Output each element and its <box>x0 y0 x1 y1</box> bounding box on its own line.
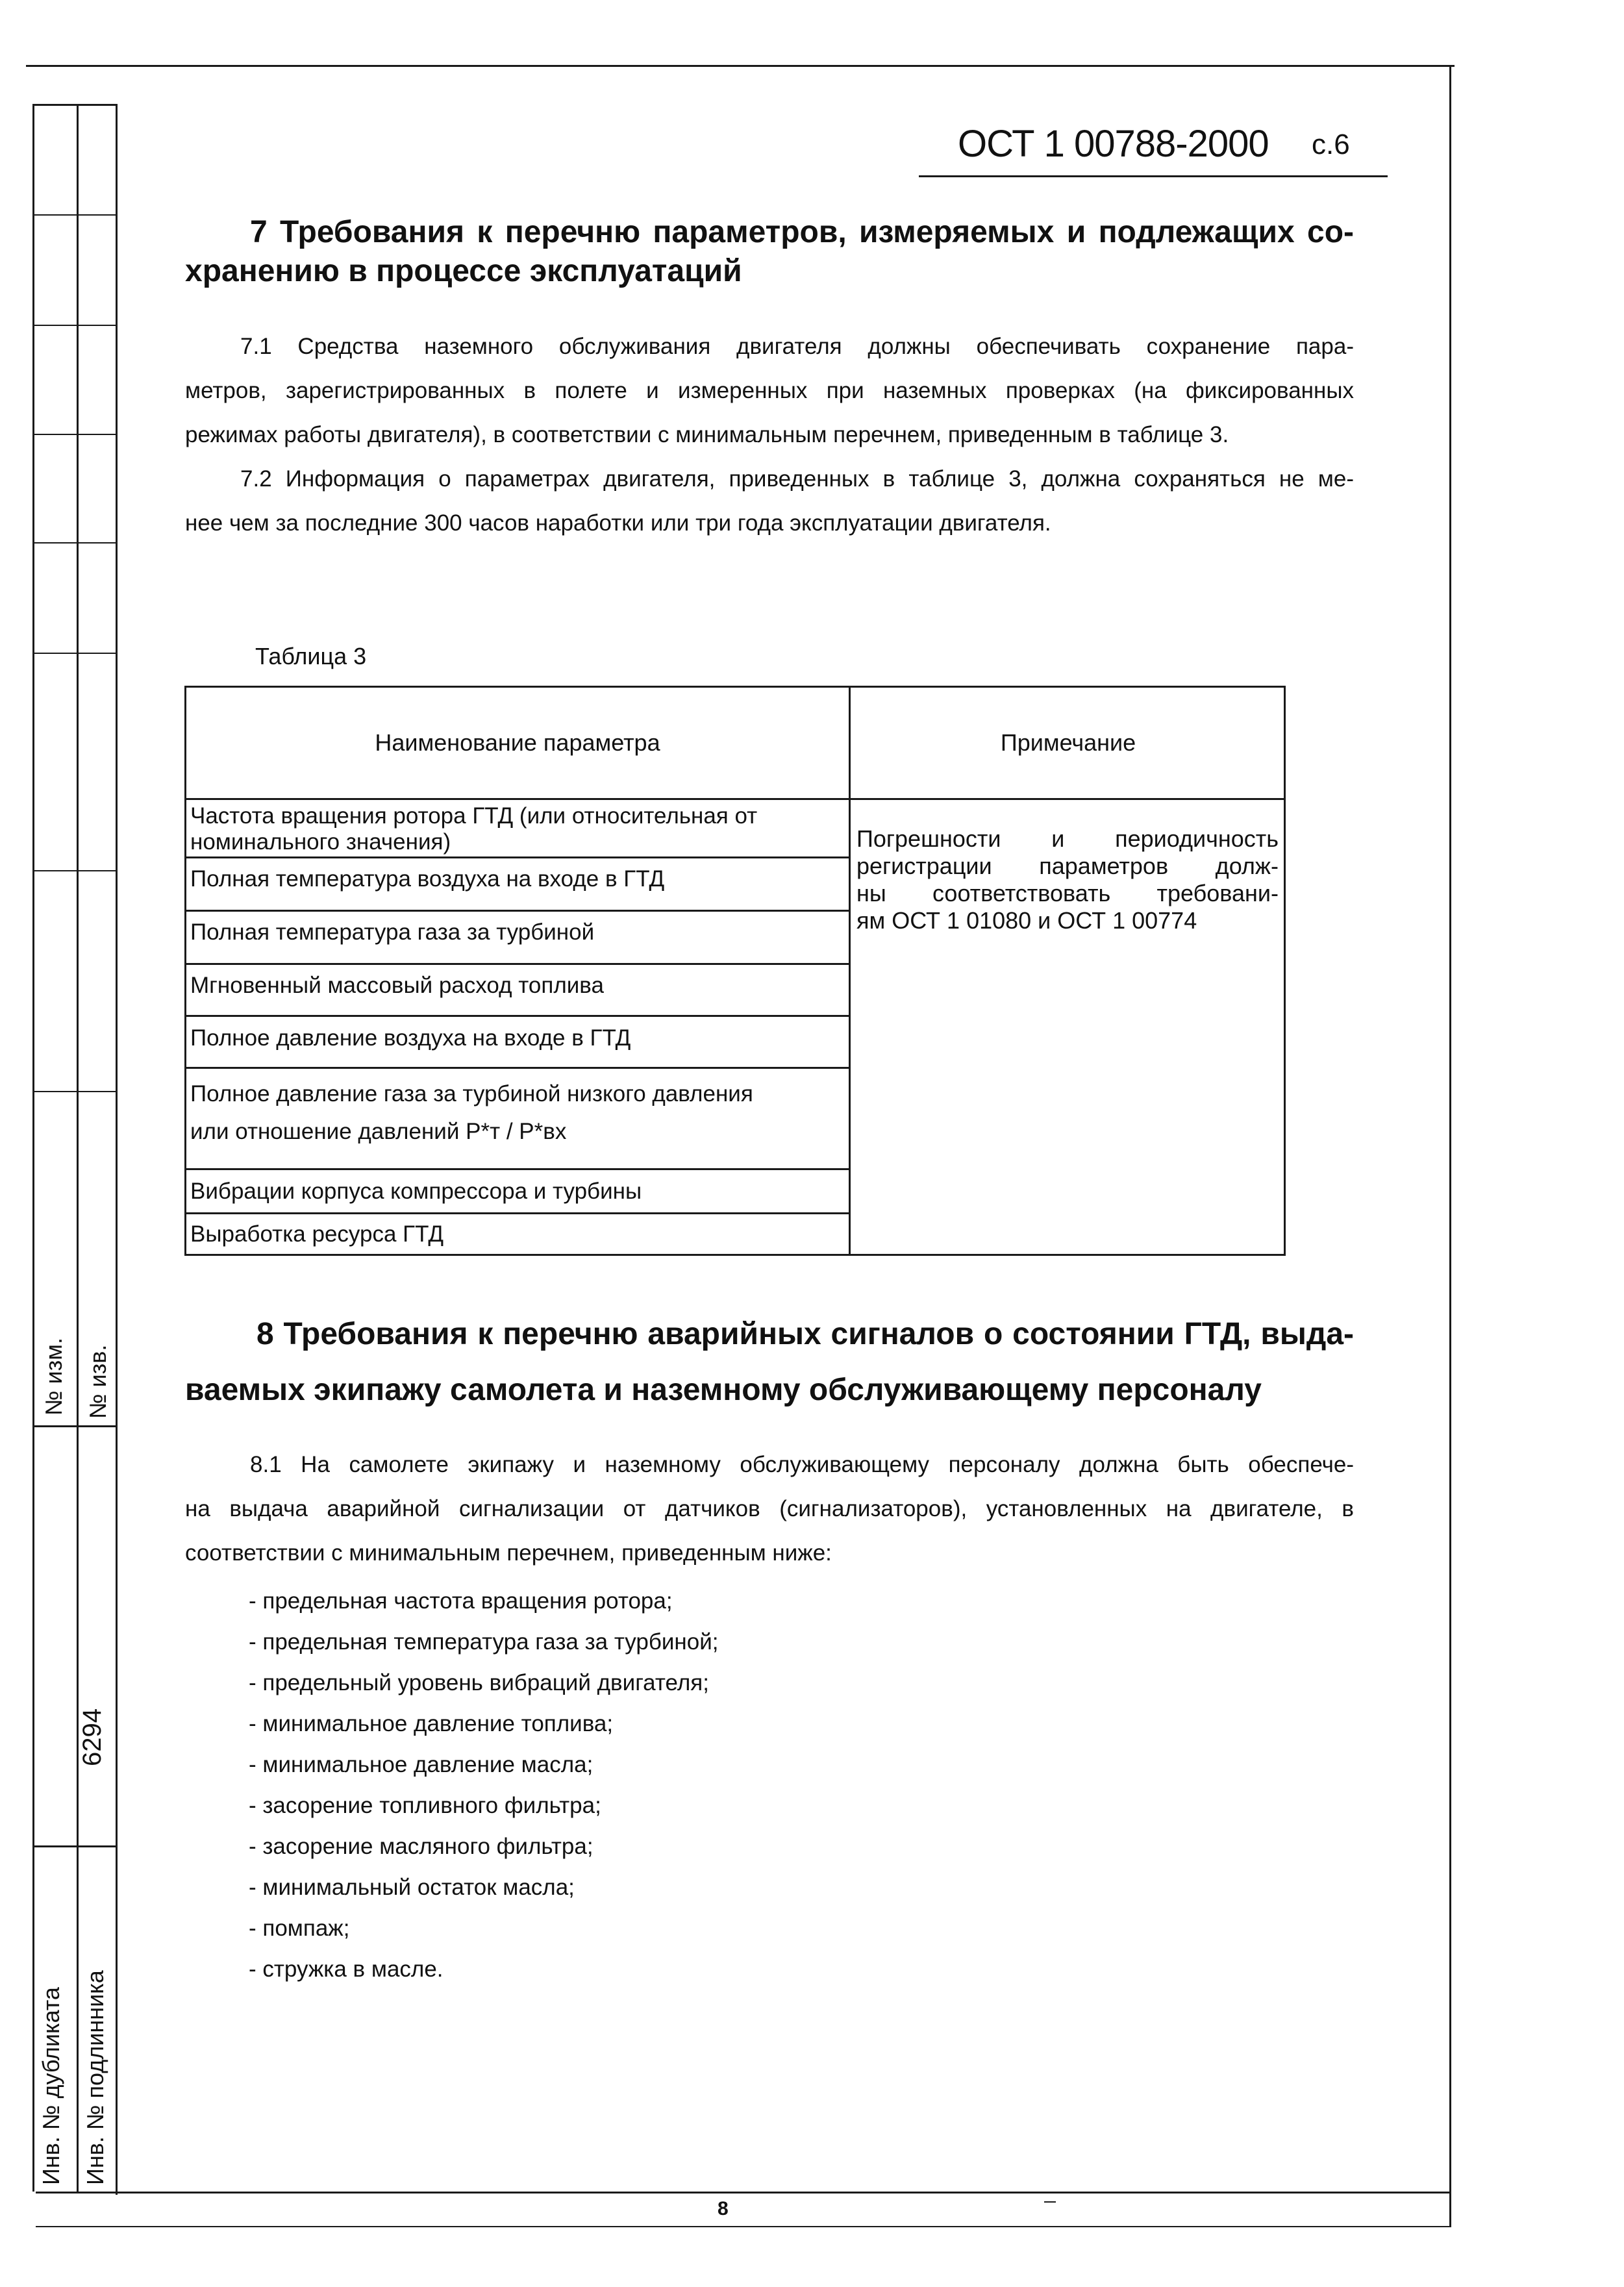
stamp-tick <box>32 1425 117 1427</box>
table-note-line1: Погрешности и периодичность <box>856 825 1279 852</box>
stamp-outer-left-line <box>32 104 34 2192</box>
table-row-4: Мгновенный массовый расход топлива <box>190 973 604 998</box>
table-row-border <box>186 856 849 858</box>
header-underline <box>919 175 1388 177</box>
stamp-tick <box>32 1091 117 1092</box>
section7-paragraph1 <box>185 325 1354 457</box>
document-code: ОСТ 1 00788-2000 <box>958 123 1269 165</box>
table-header-param: Наименование параметра <box>375 729 660 756</box>
stamp-tick <box>32 542 117 544</box>
list-item: - помпаж; <box>249 1916 350 1941</box>
table-row-1-line1: Частота вращения ротора ГТД (или относительная от <box>190 803 758 829</box>
stamp-tick <box>32 434 117 435</box>
stamp-inv-dubl: Инв. № дубликата <box>38 1987 64 2185</box>
footer-mark: 8 <box>718 2198 729 2219</box>
section7-p1-line1: 7.1 Средства наземного обслуживания двигателя должны обеспечивать сохранение пара- <box>240 334 1354 359</box>
list-item: - стружка в масле. <box>249 1956 443 1982</box>
section8-heading-line1: 8 Требования к перечню аварийных сигналов о состоянии ГТД, выда- <box>256 1317 1354 1351</box>
list-item: - предельный уровень вибраций двигателя; <box>249 1670 709 1695</box>
table-row-8: Выработка ресурса ГТД <box>190 1221 444 1247</box>
section7-p2-line1: 7.2 Информация о параметрах двигателя, приведенных в таблице 3, должна сохраняться не ме- <box>240 466 1354 492</box>
section7-p2-line2: нее чем за последние 300 часов наработки или три года эксплуатации двигателя. <box>185 510 1051 536</box>
table-note-line2: регистрации параметров долж- <box>856 853 1279 879</box>
stamp-tick <box>32 214 117 216</box>
section8-heading <box>185 1306 1354 1418</box>
table-row <box>190 866 847 892</box>
section7-paragraph2 <box>185 457 1354 545</box>
list-item: - минимальный остаток масла; <box>249 1875 575 1900</box>
alarm-signal-list <box>249 1581 718 1990</box>
stamp-number: 6294 <box>78 1708 106 1766</box>
list-item: - минимальное давление топлива; <box>249 1711 614 1736</box>
stamp-mid-line <box>77 104 79 2192</box>
stamp-tick <box>32 653 117 654</box>
page-number: с.6 <box>1312 129 1350 160</box>
section7-p1-line3: режимах работы двигателя), в соответствии с минимальным перечнем, приведенным в таблице 3. <box>185 422 1229 447</box>
list-item: - предельная частота вращения ротора; <box>249 1588 673 1614</box>
section8-paragraph1 <box>185 1443 1354 1575</box>
parameters-table <box>184 686 1286 1256</box>
table-row-5: Полное давление воздуха на входе в ГТД <box>190 1025 631 1051</box>
table-note <box>856 825 1279 934</box>
table-row-7: Вибрации корпуса компрессора и турбины <box>190 1179 642 1204</box>
table-row-1-line2: номинального значения) <box>190 829 451 855</box>
section8-p1-line1: 8.1 На самолете экипажу и наземному обслуживающему персоналу должна быть обеспече- <box>250 1452 1354 1477</box>
frame-bottom-line <box>36 2192 1451 2193</box>
section8-p1-line2: на выдача аварийной сигнализации от датчиков (сигнализаторов), установленных на двигателе, в <box>185 1496 1354 1521</box>
frame-right-line <box>1449 65 1451 2227</box>
table-row-border <box>186 910 849 912</box>
stamp-no-izv: № изв. <box>84 1344 111 1419</box>
table-row <box>190 1075 847 1151</box>
table-row <box>190 973 847 999</box>
table-row <box>190 919 847 945</box>
table-note-line4: ям ОСТ 1 01080 и ОСТ 1 00774 <box>856 907 1197 934</box>
stamp-no-izm: № изм. <box>40 1338 67 1416</box>
list-item: - минимальное давление масла; <box>249 1752 593 1777</box>
list-item: - засорение топливного фильтра; <box>249 1793 601 1818</box>
table-row-6-line1: Полное давление газа за турбиной низкого давления <box>190 1081 753 1106</box>
section7-heading-line2: хранению в процессе эксплуатаций <box>185 254 742 288</box>
frame-bottom-outer-line <box>36 2226 1451 2227</box>
list-item: - засорение масляного фильтра; <box>249 1834 593 1859</box>
table-row-border <box>186 1067 849 1069</box>
stamp-tick <box>32 1845 117 1847</box>
stamp-tick <box>32 325 117 326</box>
table-row-border <box>186 1168 849 1170</box>
section8-heading-line2: ваемых экипажу самолета и наземному обслуживающему персоналу <box>185 1373 1262 1407</box>
table-row-6-line2: или отношение давлений Р*т / Р*вх <box>190 1119 567 1144</box>
table-header-border <box>186 798 1284 800</box>
section7-p1-line2: метров, зарегистрированных в полете и измеренных при наземных проверках (на фиксированных <box>185 378 1354 403</box>
table-row <box>190 1179 847 1205</box>
footer-dash <box>1044 2201 1056 2203</box>
stamp-inv-podl: Инв. № подлинника <box>82 1970 108 2185</box>
table-note-line3: ны соответствовать требовани- <box>856 880 1279 906</box>
frame-left-line <box>116 104 118 2195</box>
table-row-3: Полная температура газа за турбиной <box>190 919 595 945</box>
table-caption: Таблица 3 <box>255 643 367 669</box>
section7-heading-line1: 7 Требования к перечню параметров, измеряемых и подлежащих со- <box>250 215 1354 249</box>
list-item: - предельная температура газа за турбиной; <box>249 1629 719 1655</box>
table-header-note: Примечание <box>1000 729 1136 756</box>
section8-p1-line3: соответствии с минимальным перечнем, приведенным ниже: <box>185 1540 832 1566</box>
table-row <box>190 1025 847 1051</box>
table-row-border <box>186 1015 849 1017</box>
table-row-2: Полная температура воздуха на входе в ГТД <box>190 866 665 892</box>
stamp-tick <box>32 104 117 106</box>
stamp-tick <box>32 870 117 871</box>
table-row <box>190 803 847 855</box>
table-row-border <box>186 963 849 965</box>
table-row-border <box>186 1212 849 1214</box>
table-row <box>190 1221 847 1247</box>
section7-heading <box>185 213 1354 291</box>
frame-top-line <box>26 65 1455 67</box>
